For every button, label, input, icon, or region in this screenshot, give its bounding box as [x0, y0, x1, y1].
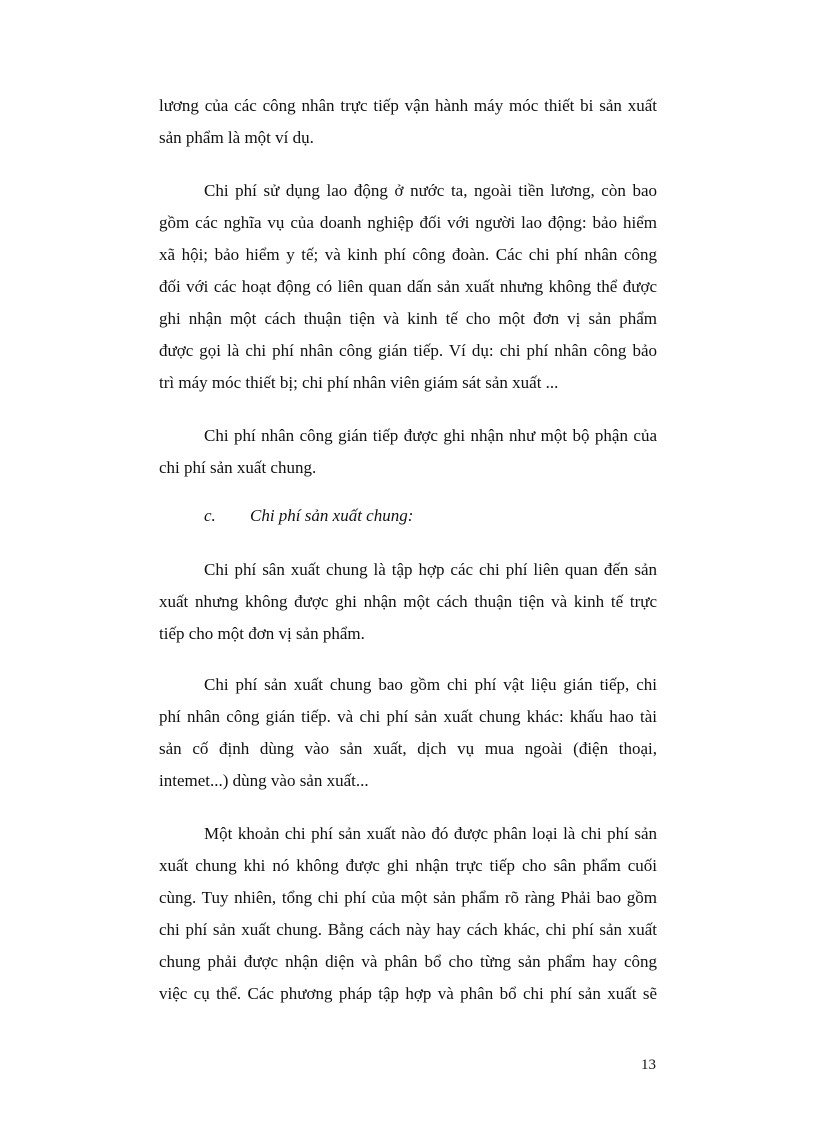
paragraph-line: cùng. Tuy nhiên, tổng chi phí của một sản phẩm rõ ràng Phải bao gồm: [159, 888, 657, 907]
paragraph-line: xã hội; bảo hiểm y tế; và kinh phí công đoàn. Các chi phí nhân công: [159, 245, 657, 264]
paragraph-line: Một khoản chi phí sản xuất nào đó được phân loại là chi phí sản: [204, 824, 657, 843]
paragraph-line: đối với các hoạt động có liên quan dấn sản xuất nhưng không thể được: [159, 277, 657, 296]
paragraph-line: tiếp cho một đơn vị sản phẩm.: [159, 624, 365, 643]
paragraph-line: chi phí sản xuất chung.: [159, 458, 317, 477]
paragraph-line: việc cụ thể. Các phương pháp tập hợp và phân bổ chi phí sản xuất sẽ: [159, 984, 657, 1003]
paragraph-line: Chi phí nhân công gián tiếp được ghi nhận như một bộ phận của: [204, 426, 657, 445]
section-title: Chi phí sản xuất chung:: [250, 506, 414, 525]
page-number: 13: [641, 1057, 656, 1073]
paragraph-line: chi phí sản xuất chung. Bằng cách này hay cách khác, chi phí sản xuất: [159, 920, 657, 939]
paragraph-line: sản cố định dùng vào sản xuất, dịch vụ mua ngoài (điện thoại,: [159, 739, 657, 758]
paragraph-line: intemet...) dùng vào sản xuất...: [159, 771, 369, 790]
paragraph-line: được gọi là chi phí nhân công gián tiếp. Ví dụ: chi phí nhân công bảo: [159, 341, 657, 360]
paragraph-line: Chi phí sử dụng lao động ở nước ta, ngoài tiền lương, còn bao: [204, 181, 657, 200]
paragraph-line: xuất chung khi nó không được ghi nhận trực tiếp cho sân phẩm cuối: [159, 856, 657, 875]
paragraph-line: phí nhân công gián tiếp. và chi phí sản xuất chung khác: khấu hao tài: [159, 707, 657, 726]
section-number: c.: [204, 506, 216, 525]
paragraph-line: lương của các công nhân trực tiếp vận hành máy móc thiết bi sản xuất: [159, 96, 657, 115]
paragraph-line: gồm các nghĩa vụ của doanh nghiệp đối với người lao động: bảo hiểm: [159, 213, 657, 232]
paragraph-line: chung phải được nhận diện và phân bổ cho từng sản phẩm hay công: [159, 952, 657, 971]
paragraph-line: trì máy móc thiết bị; chi phí nhân viên giám sát sản xuất ...: [159, 373, 559, 392]
paragraph-line: xuất nhưng không được ghi nhận một cách thuận tiện và kinh tế trực: [159, 592, 657, 611]
paragraph-line: ghi nhận một cách thuận tiện và kinh tế cho một đơn vị sản phẩm: [159, 309, 657, 328]
paragraph-line: sản phẩm là một ví dụ.: [159, 128, 314, 147]
paragraph-line: Chi phí sân xuất chung là tập hợp các chi phí liên quan đến sản: [204, 560, 657, 579]
paragraph-line: Chi phí sản xuất chung bao gồm chi phí vật liệu gián tiếp, chi: [204, 675, 657, 694]
